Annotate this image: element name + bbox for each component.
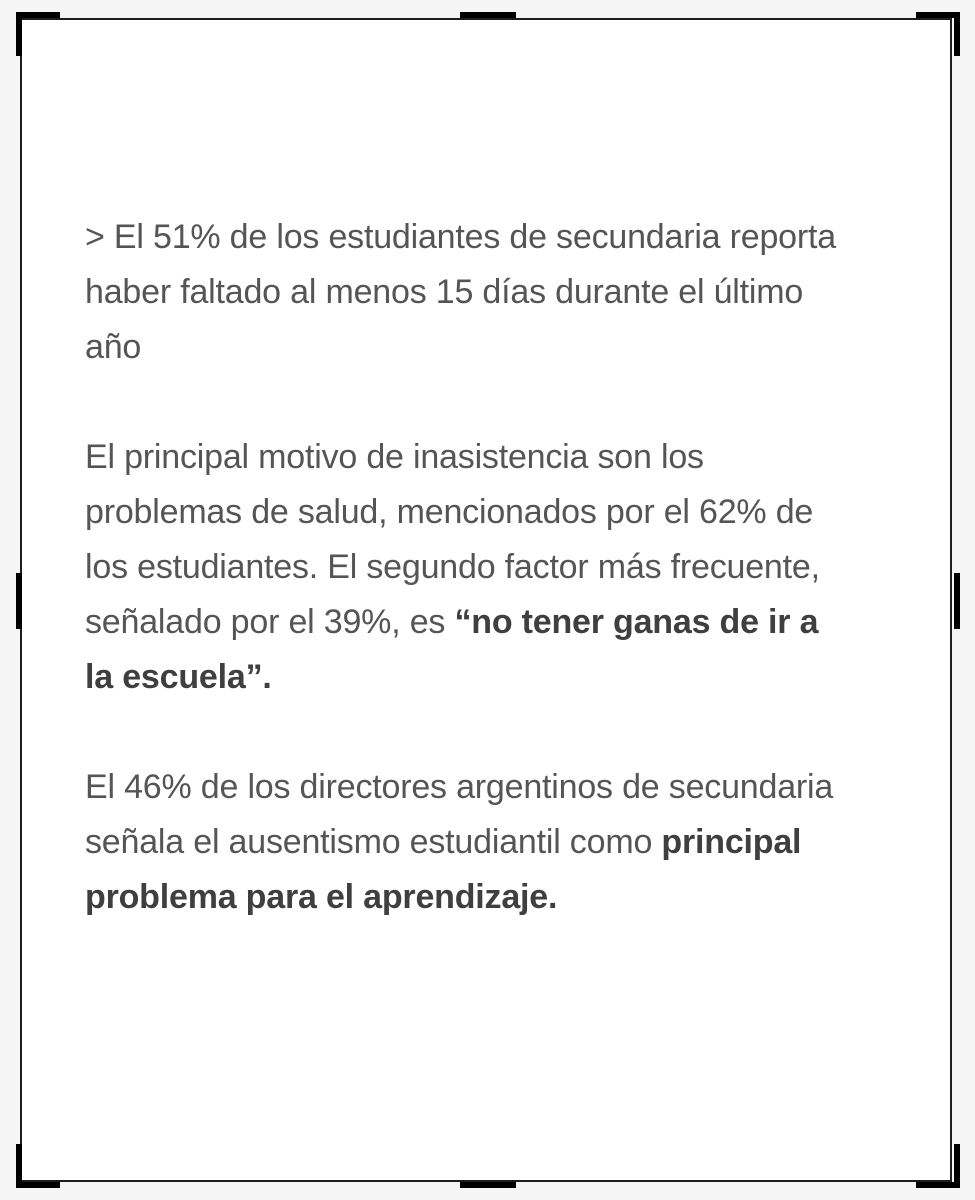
paragraph-absence-reasons — [85, 430, 845, 705]
paragraph-1-text: > El 51% de los estudiantes de secundaria reporta haber faltado al menos 15 días durante el último año — [85, 218, 836, 366]
crop-handle-bottom-right-vertical[interactable] — [954, 1144, 960, 1188]
crop-handle-right[interactable] — [954, 573, 960, 629]
crop-handle-bottom[interactable] — [460, 1182, 516, 1188]
crop-handle-bottom-left[interactable] — [16, 1182, 60, 1188]
paragraph-2-bold: “no tener ganas de ir a la escuela”. — [85, 603, 819, 696]
crop-handle-top-left-vertical[interactable] — [16, 12, 22, 56]
paragraph-2-text: El principal motivo de inasistencia son los problemas de salud, mencionados por el 62% de los estudiantes. El segundo factor más frecuente, señalado por el 39%, es — [85, 438, 820, 641]
paragraph-3-bold: principal problema para el aprendizaje. — [85, 823, 802, 916]
paragraph-3-text: El 46% de los directores argentinos de secundaria señala el ausentismo estudiantil como — [85, 768, 834, 861]
crop-handle-top-right-vertical[interactable] — [954, 12, 960, 56]
document-text — [85, 210, 845, 980]
crop-handle-top[interactable] — [460, 12, 516, 18]
crop-handle-top-left[interactable] — [16, 12, 60, 18]
crop-handle-left[interactable] — [16, 573, 22, 629]
paragraph-attendance-stat — [85, 210, 845, 375]
crop-handle-bottom-left-vertical[interactable] — [16, 1144, 22, 1188]
paragraph-directors-stat — [85, 760, 845, 925]
